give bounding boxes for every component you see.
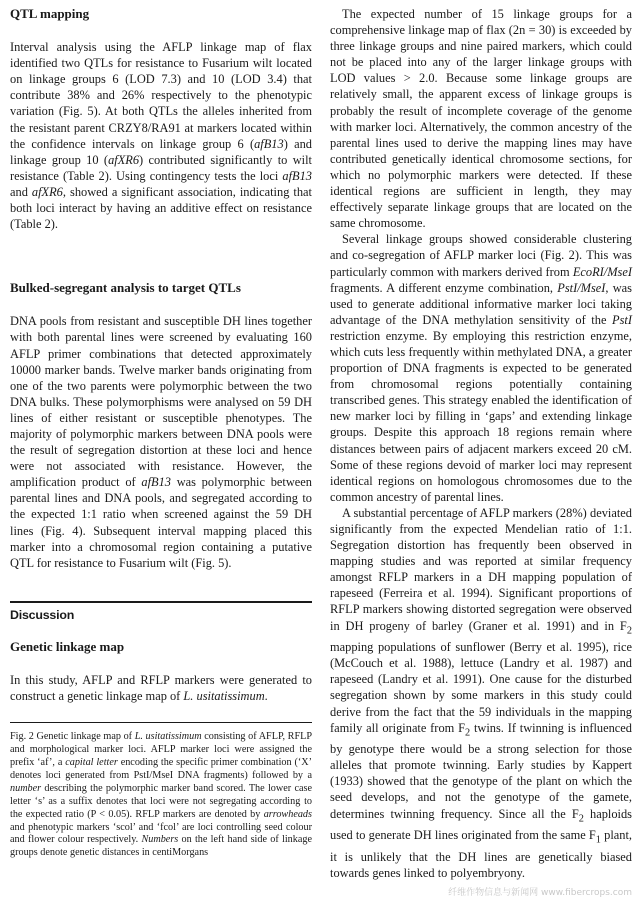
qtl-mapping-paragraph: Interval analysis using the AFLP linkage map of flax identified two QTLs for resistance to Fusarium wilt located on linkage groups 6 (LOD 7.3) and 10 (LOD 3.4) that contribute 38% and 26% respectively to the phenotypic variation (Fig. 5). At both QTLs the alleles inherited from the resistant parent CRZY8/RA91 at markers located within the confidence intervals on linkage group 6 (afB13) and linkage group 10 (afXR6) contributed significantly to wilt resistance (Table 2). Using contingency tests the loci afB13 and afXR6, showed a significant association, indicating that both loci interact by having an additive effect on resistance (Table 2). xyxy=(10,40,312,232)
discussion-heading: Discussion xyxy=(10,601,312,623)
linkage-map-paragraph: In this study, AFLP and RFLP markers were generated to construct a genetic linkage map of L. usitatissimum. xyxy=(10,673,312,704)
linkage-map-heading: Genetic linkage map xyxy=(10,638,125,654)
segregation-distortion-paragraph: A substantial percentage of AFLP markers (28%) deviated significantly from the expected Mendelian ratio of 1:1. Segregation distortion has frequently been observed in mapping studies and was reported at similar frequency amongst RFLP markers in a DH mapping population of rapeseed (Ferreira et al. 1994). Significant proportions of RFLP markers showing distorted segregation were observed in DH progeny of barley (Graner et al. 1991) and in $F_2$ mapping populations of sunflower (Berry et al. 1995), rice (McCouch et al. 1988), lettuce (Landry et al. 1987) and rapeseed (Landry et al. 1991). One cause for the disturbed segregation shown by some markers in this study could derive from the fact that the 59 individuals in the mapping family all originate from $F_2$ twins. If twinning is influenced by genotype there would be a strong selection for those alleles that promote twinning. Early studies by Kappert (1933) showed that the genotype of the plant on which the seed develops, and not the genotype of the gamete, determines twinning frequency. Since all the $F_2$ haploids used to generate DH lines originated from the same $F_1$ plant, it is unlikely that the DH lines are genetically biased towards genes linked to polyembryony. xyxy=(330,505,632,880)
figure-2-caption: Fig. 2 Genetic linkage map of L. usitatissimum consisting of AFLP, RFLP and morphological marker loci. AFLP marker loci were assigned the prefix ‘af’, a capital letter encoding the specific primer combination (‘X’ denotes loci generated from PstI/MseI DNA fragments) followed by a number describing the polymorphic marker band scored. The lower case letter ‘s’ as a suffix denotes that loci were not segregating according to the expected ratio (P < 0.05). RFLP markers are denoted by arrowheads and phenotypic markers ‘scol’ and ‘fcol’ are loci controlling seed colour and flower colour respectively. Numbers on the left hand side of linkage groups denote genetic distances in centiMorgans xyxy=(10,731,313,859)
figure-caption-rule xyxy=(10,722,312,723)
bsa-paragraph: DNA pools from resistant and susceptible DH lines together with both parental lines were screened by evaluating 160 AFLP primer combinations that detected approximately 10000 marker bands. Twelve marker bands originating from one of the two parents were polymorphic between the two DNA bulks. These polymorphisms were analysed on 59 DH lines of either resistant or susceptible phenotypes. The majority of polymorphic markers between DNA pools were the result of segregation distortion at these loci and hence were not associated with resistance. However, the amplification product of afB13 was polymorphic between parental lines and DNA pools, and segregated according to the expected 1:1 ratio when screened against the 59 DH lines (Fig. 4). Subsequent interval mapping placed this marker into a chromosomal region containing a putative QTL for resistance to Fusarium wilt (Fig. 5). xyxy=(10,314,312,570)
bsa-heading: Bulked-segregant analysis to target QTLs xyxy=(10,280,241,296)
qtl-mapping-heading: QTL mapping xyxy=(10,6,90,21)
left-column xyxy=(10,6,312,860)
linkage-groups-paragraph: The expected number of 15 linkage groups for a comprehensive linkage map of flax (2n = 30) is exceeded by three linkage groups and nine paired markers, which could not be placed into any of the larger linkage groups with LOD values > 2.0. Because some linkage groups are relatively small, the apparent excess of linkage groups is probably the result of incomplete coverage of the genome with marker loci. Alternatively, the common ancestry of the parental lines used to derive the mapping lines may have contributed genetically identical chromosome sections, for which no polymorphic markers were detected. If these identical regions are sufficient in length, they may effectively separate linkage groups that are located on the same chromosome. xyxy=(330,7,632,231)
site-watermark: 纤维作物信息与新闻网 www.fibercrops.com xyxy=(448,888,632,898)
clustering-paragraph: Several linkage groups showed considerable clustering and co-segregation of AFLP marker loci (Fig. 2). This was particularly common with markers derived from EcoRI/MseI fragments. A different enzyme combination, PstI/MseI, was used to generate additional informative marker loci taking advantage of the DNA methylation sensitivity of the PstI restriction enzyme. By employing this restriction enzyme, which cuts less frequently within methylated DNA, a greater proportion of DNA fragments is expected to be generated from chromosomal regions potentially containing transcribed genes. This strategy enabled the identification of new marker loci by filling in ‘gaps’ and extending linkage groups. Despite this approach 18 regions remain where distances between pairs of adjacent markers exceed 20 cM. Some of these regions devoid of marker loci may represent identical regions on homologous chromosomes due to the common ancestry of parental lines. xyxy=(330,232,632,504)
right-column xyxy=(330,6,632,881)
